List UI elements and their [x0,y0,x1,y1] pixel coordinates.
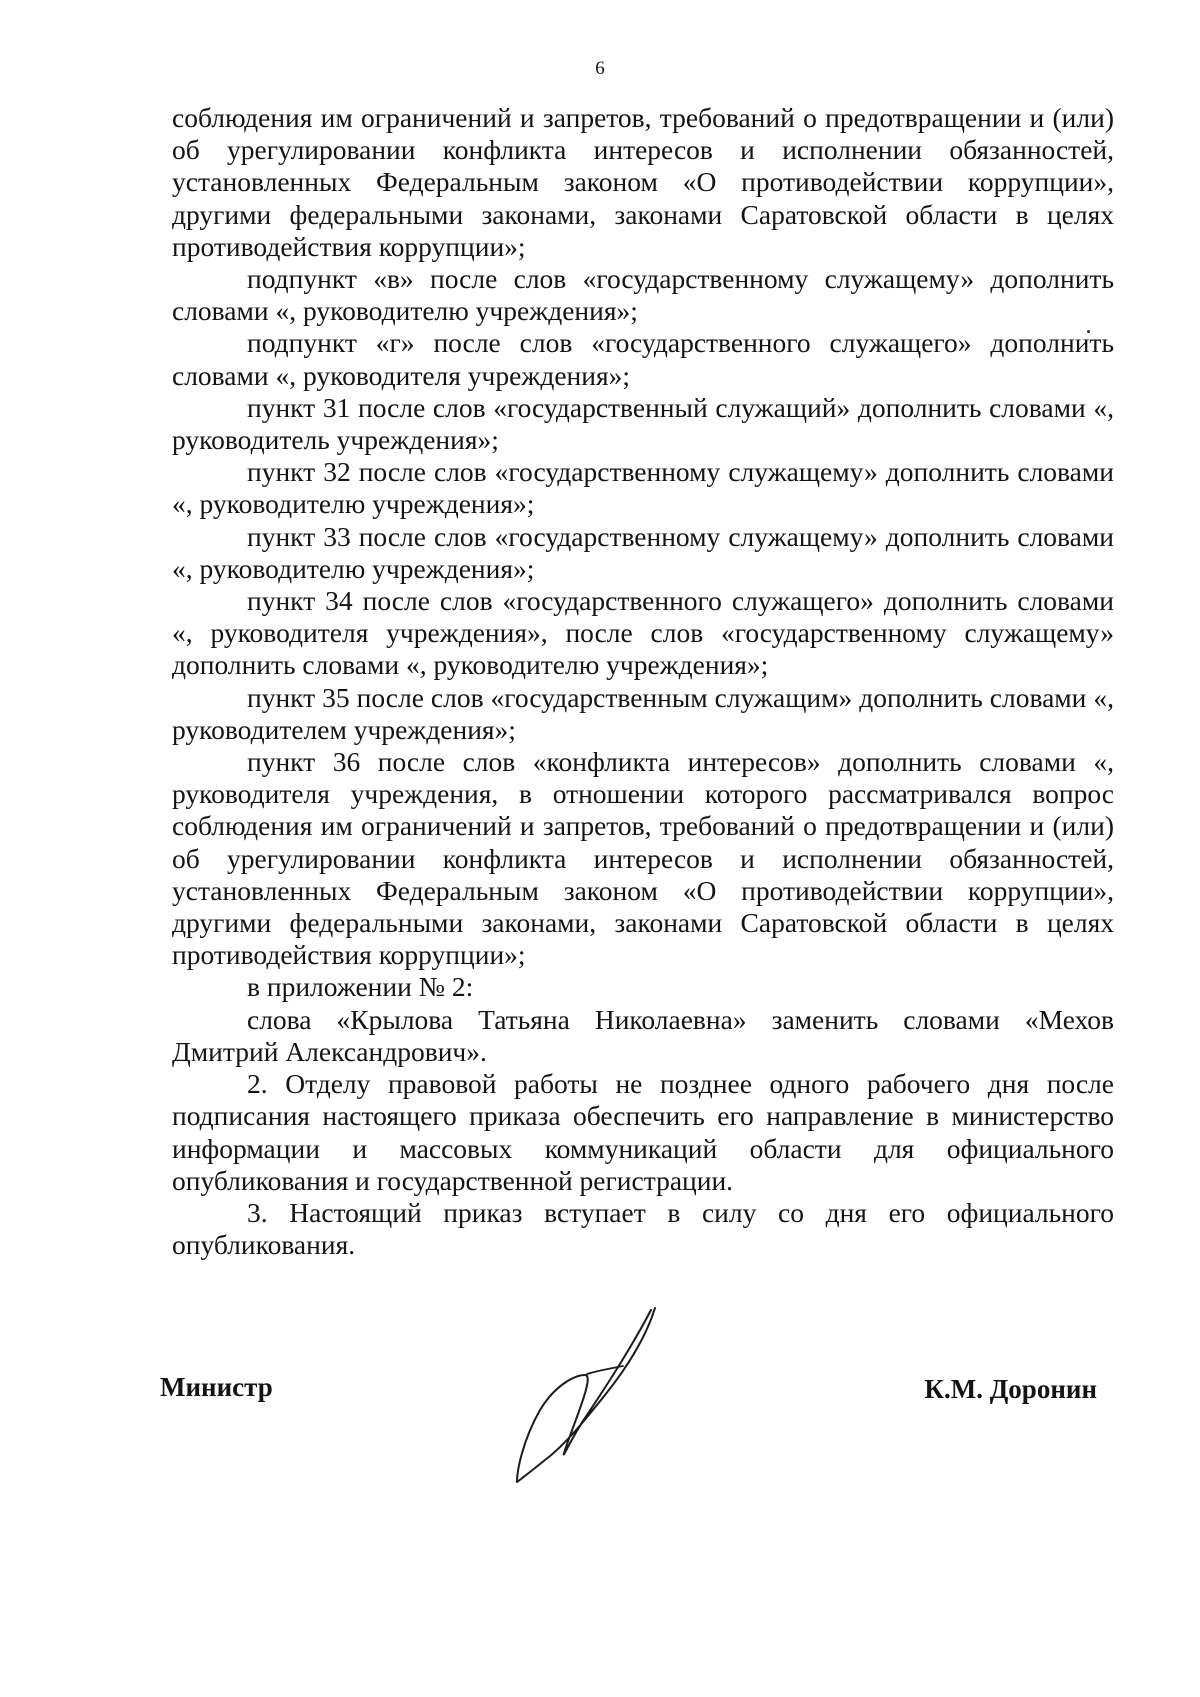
signatory-name: К.М. Доронин [924,1374,1097,1404]
paragraph: пункт 31 после слов «государственный служащий» дополнить словами «, руководитель учреждения»; [172,391,1114,456]
handwritten-signature [505,1300,665,1490]
paragraph: 2. Отделу правовой работы не позднее одного рабочего дня после подписания настоящего приказа обеспечить его направление в министерство информации и массовых коммуникаций области для официального опубликования и государственной регистрации. [172,1068,1114,1196]
paragraph: пункт 34 после слов «государственного служащего» дополнить словами «, руководителя учреждения», после слов «государственному служащему» дополнить словами «, руководителю учреждения»; [172,585,1114,681]
paragraph: в приложении № 2: [247,971,474,1003]
page-number: 6 [595,58,605,79]
paragraph: пункт 32 после слов «государственному служащему» дополнить словами «, руководителю учреждения»; [172,456,1114,520]
paragraph: подпункт «в» после слов «государственному служащему» дополнить словами «, руководителю учреждения»; [172,263,1114,327]
paragraph: соблюдения им ограничений и запретов, требований о предотвращении и (или) об урегулировании конфликта интересов и исполнении обязанностей, установленных Федеральным законом «О противодействии коррупции», другими федеральными законами, законами Саратовской области в целях противодействия коррупции»; [172,102,1114,262]
signatory-role: Министр [160,1372,273,1402]
document-body [172,102,1114,1261]
paragraph: пункт 36 после слов «конфликта интересов» дополнить словами «, руководителя учреждения, в отношении которого рассматривался вопрос соблюдения им ограничений и запретов, требований о предотвращении и (или) об урегулировании конфликта интересов и исполнении обязанностей, установленных Федеральным законом «О противодействии коррупции», другими федеральными законами, законами Саратовской области в целях противодействия коррупции»; [172,746,1114,971]
paragraph: 3. Настоящий приказ вступает в силу со дня его официального опубликования. [172,1196,1114,1261]
paragraph: слова «Крылова Татьяна Николаевна» заменить словами «Мехов Дмитрий Александрович». [172,1003,1114,1067]
paragraph: пункт 35 после слов «государственным служащим» дополнить словами «, руководителем учреждения»; [172,681,1114,745]
paragraph: пункт 33 после слов «государственному служащему» дополнить словами «, руководителю учреждения»; [172,520,1114,584]
paragraph: подпункт «г» после слов «государственного служащего» дополнить словами «, руководителя учреждения»; [172,327,1114,391]
